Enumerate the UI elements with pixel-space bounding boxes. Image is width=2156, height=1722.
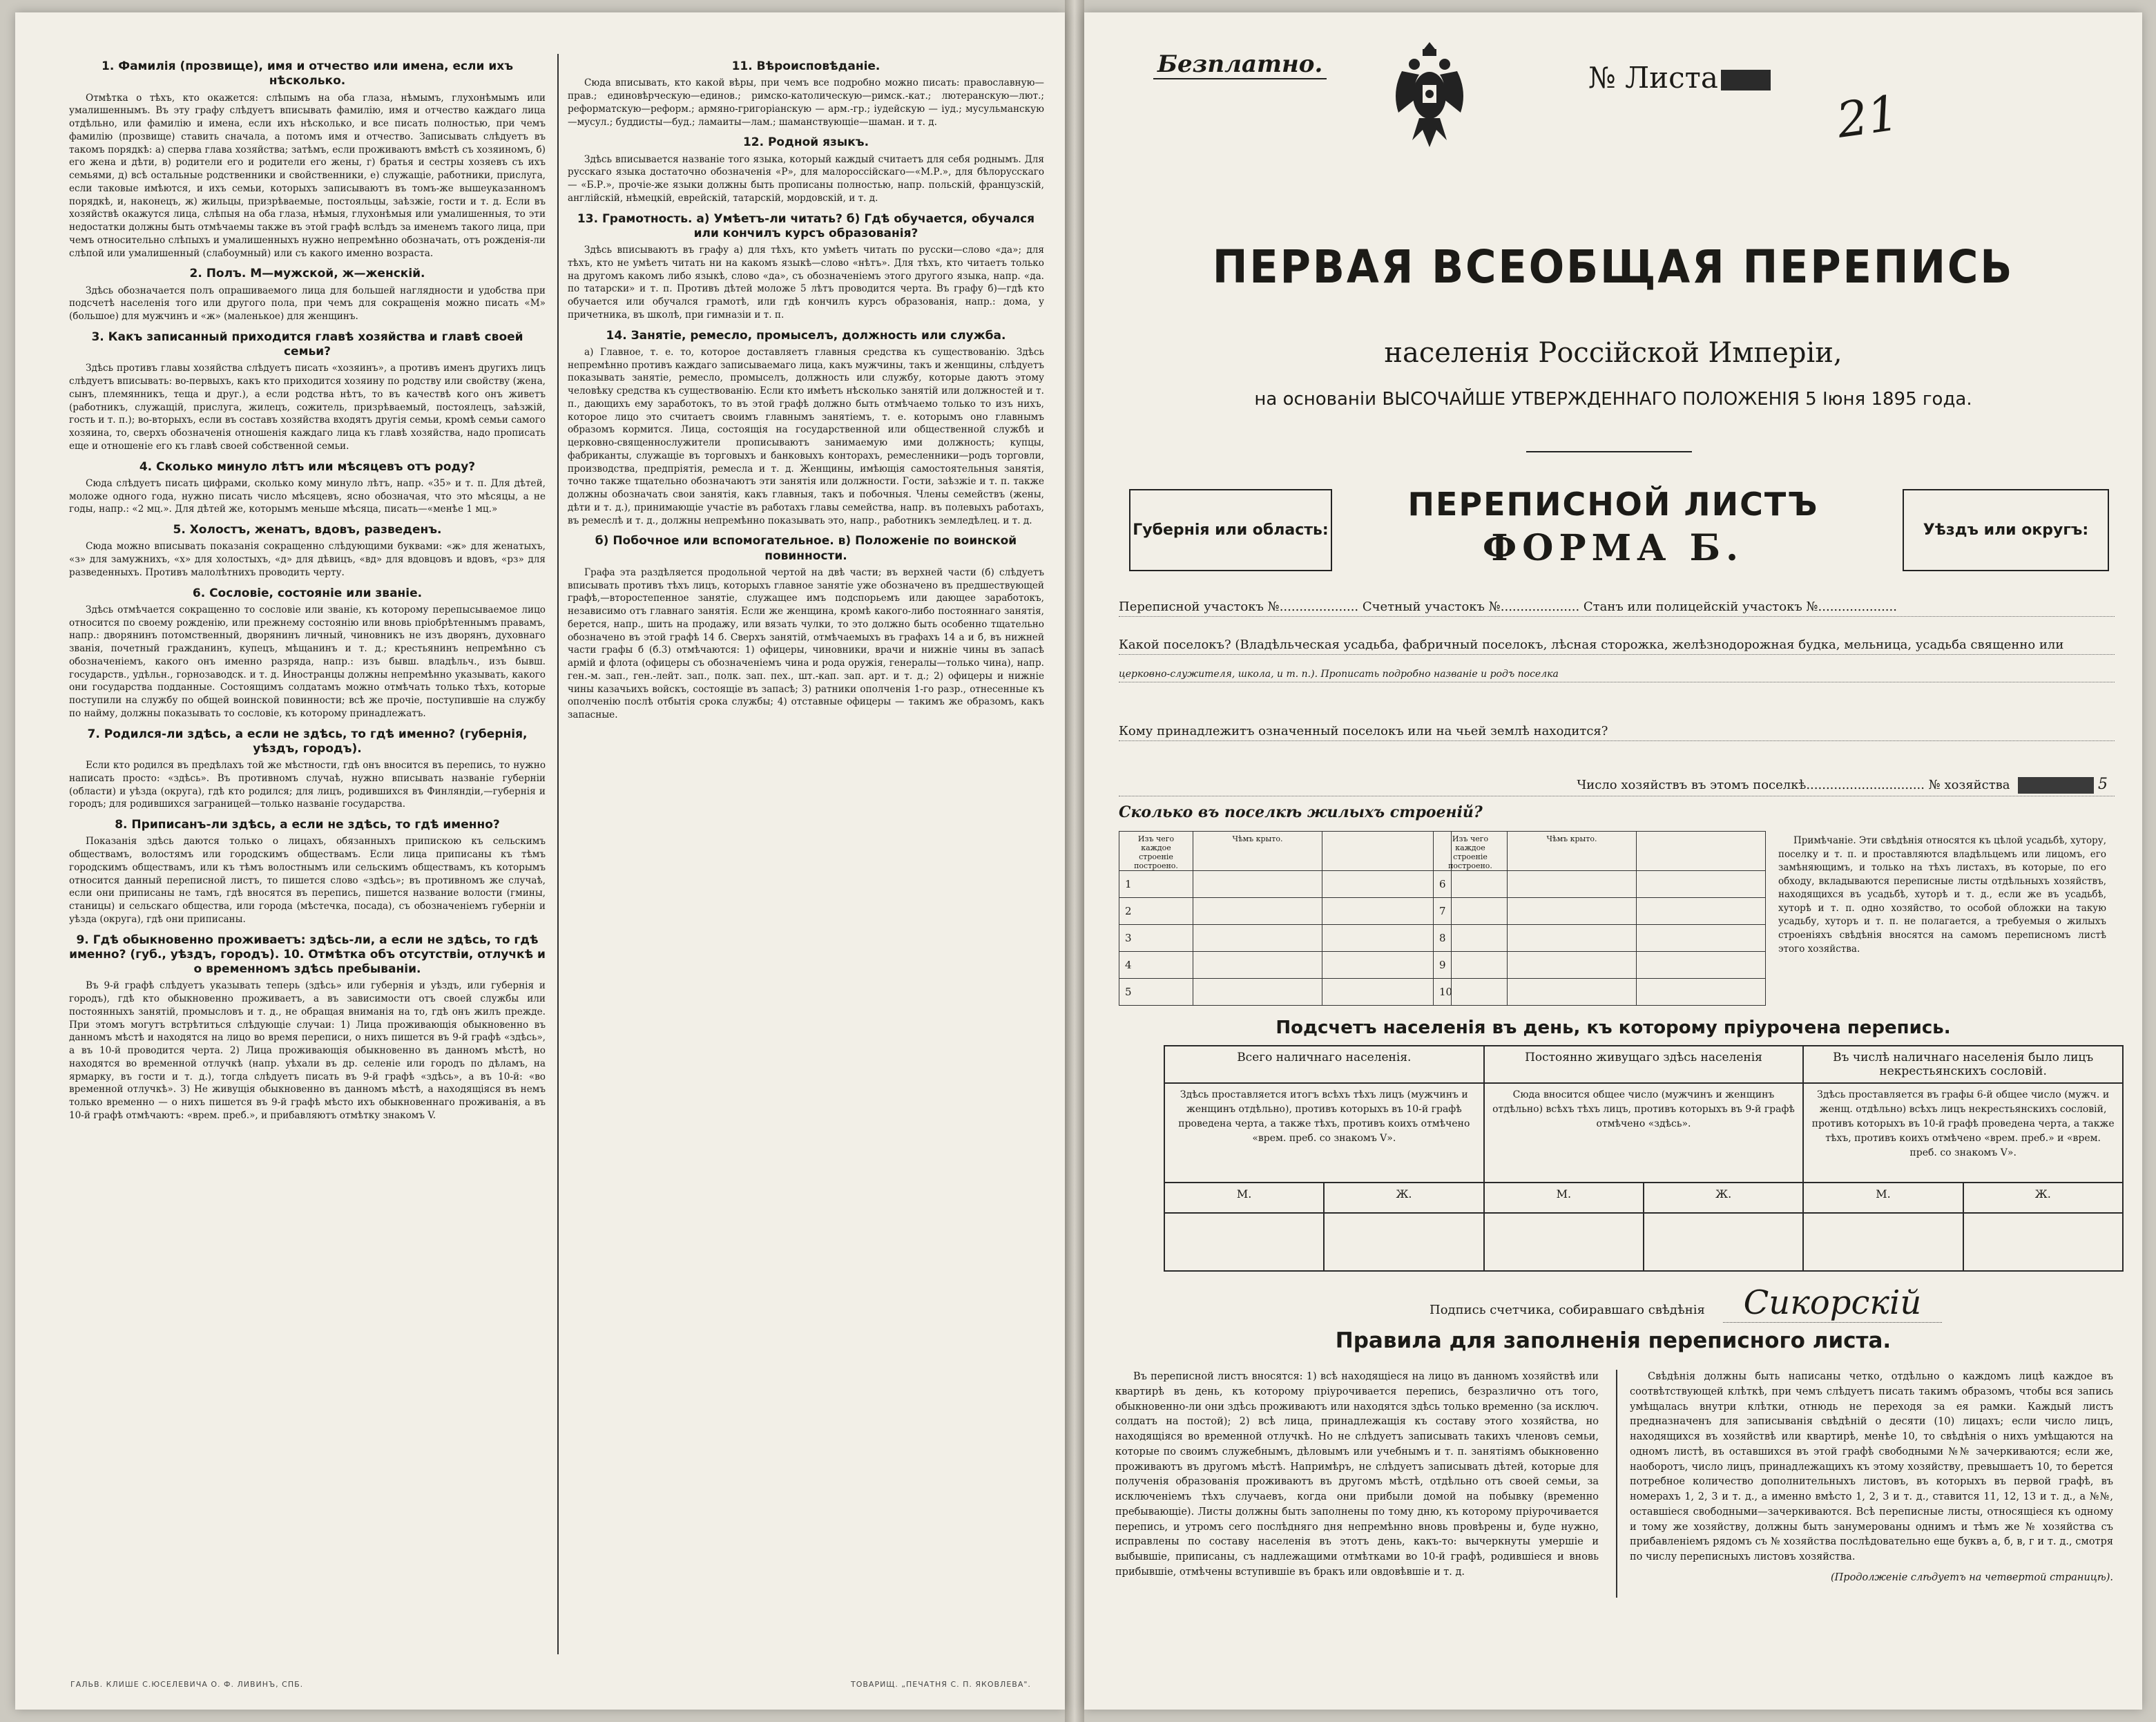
instruction-body: Здѣсь противъ главы хозяйства слѣдуетъ писать «хозяинъ», а противъ именъ другихъ лицъ слѣдуетъ вписывать: во-первыхъ, какъ кто приходится хозяину по родству или свойству (жена, сынъ, племянникъ, теща и друг.), а если родства нѣтъ, то въ качествѣ кого онъ живетъ (работникъ, служащій, прислуга, жилецъ, сожитель, призрѣваемый, постоялецъ, заѣзжій, гость и т. п.); во-вторыхъ, если въ составъ хозяйства входятъ другія семьи, кромѣ семьи самого хозяина, то, сверхъ обозначенія отношенія каждаго лица къ главѣ хозяйства, надо прописать еще и отношеніе его къ главѣ своей собственной семьи.	[69, 363, 546, 452]
form-name: ФОРМА Б.	[1482, 527, 1744, 569]
dwellings-table-1-5	[1119, 831, 1452, 1006]
instruction-body: а) Главное, т. е. то, которое доставляетъ главныя средства къ существованію. Здѣсь непремѣнно противъ каждаго записываемаго лица, какъ мужчины, такъ и женщины, слѣдуетъ показывать занятіе, ремесло, промыселъ, должность или службу, которые даютъ этому человѣку средства къ существованію. Если кто имѣетъ нѣсколько занятій или должностей и т. п., дающихъ ему заработокъ, то въ этой графѣ должно быть отмѣчаемо только то изъ нихъ, которое лицо это считаетъ своимъ главнымъ занятіемъ, т. е. которымъ оно главнымъ образомъ кормится. Лица, состоящія на государственной или общественной службѣ и церковно-священнослужители прописываютъ занимаемую ими должность; купцы, фабриканты, служащіе въ торговыхъ и банковыхъ конторахъ, ремесленники—родъ торговли, производства, предпріятія, ремесла и т. д. Женщины, имѣющія самостоятельныя занятія, точно также тщательно обозначаютъ эти занятія или должности. Гости, заѣзжіе и т. п. также должны обозначать свои занятія, какъ главныя, такъ и побочныя. Члены семействъ (жены, дѣти и т. д.), принимающіе участіе въ работахъ главы семейства, напр. въ полевыхъ работахъ, въ ремеслѣ и т. д., должны непремѣнно показывать это, напр., работникъ земледѣлец. и т. д.	[568, 346, 1044, 526]
district-label: Уѣздъ или округъ:	[1923, 522, 2089, 539]
handwritten-sheet-number: 21	[1833, 84, 1903, 149]
dwellings-count-line[interactable]: Сколько въ поселкѣ жилыхъ строеній?	[1119, 803, 1483, 821]
count-male-label: М.	[1164, 1183, 1324, 1213]
free-stamp: Безплатно.	[1153, 50, 1327, 79]
instruction-heading: 2. Полъ. М—мужской, ж—женскій.	[189, 267, 425, 281]
dwell-cell[interactable]	[1637, 871, 1766, 898]
instruction-heading: 9. Гдѣ обыкновенно проживаетъ: здѣсь-ли, а если не здѣсь, то гдѣ именно? (губ., уѣздъ, городъ). 10. Отмѣтка объ отсутствіи, отлучкѣ и о временномъ здѣсь пребываніи.	[69, 932, 546, 976]
dwell-row-number: 9	[1434, 952, 1508, 979]
instruction-heading: 7. Родился-ли здѣсь, а если не здѣсь, то гдѣ именно? (губернія, уѣздъ, городъ).	[87, 727, 528, 756]
dwell-row-number: 4	[1119, 952, 1193, 979]
instruction-heading: 3. Какъ записанный приходится главѣ хозяйства и главѣ своей семьи?	[91, 329, 523, 358]
instruction-heading: 13. Грамотность. а) Умѣетъ-ли читать? б) Гдѣ обучается, обучался или кончилъ курсъ образованія?	[577, 211, 1035, 240]
count-header-non-peasant: Въ числѣ наличнаго населенія было лицъ некрестьянскихъ сословій.	[1803, 1046, 2123, 1083]
count-desc-permanent: Сюда вносится общее число (мужчинъ и женщинъ отдѣльно) всѣхъ тѣхъ лицъ, противъ которыхъ въ 9-й графѣ отмѣчено «здѣсь».	[1484, 1083, 1804, 1183]
instruction-heading: 6. Сословіе, состояніе или званіе.	[192, 586, 423, 600]
instruction-heading: 12. Родной языкъ.	[742, 135, 869, 150]
count-cell[interactable]	[1164, 1213, 1324, 1271]
table-row	[1119, 871, 1452, 898]
table-row	[1119, 898, 1452, 925]
dwell-cell[interactable]	[1637, 979, 1766, 1006]
table-row	[1119, 979, 1452, 1006]
dwell-header-roof: Чѣмъ крыто.	[1193, 832, 1322, 871]
households-count-label: Число хозяйствъ въ этомъ поселкѣ.............................. № хозяйства	[1577, 778, 2010, 792]
enumerator-signature-line[interactable]	[1430, 1283, 1942, 1322]
dwell-cell[interactable]	[1508, 898, 1637, 925]
instruction-item	[69, 523, 546, 580]
dwell-row-number: 10	[1434, 979, 1508, 1006]
instruction-item	[69, 818, 546, 926]
count-cell[interactable]	[1803, 1213, 1963, 1271]
double-headed-eagle-emblem-icon	[1388, 37, 1471, 151]
table-row	[1119, 952, 1452, 979]
instructions-column-1	[69, 54, 546, 1661]
dwell-cell[interactable]	[1637, 898, 1766, 925]
dwell-cell[interactable]	[1322, 871, 1452, 898]
population-count-title: Подсчетъ населенія въ день, къ которому пріурочена перепись.	[1276, 1017, 1951, 1038]
instruction-body: Здѣсь вписываютъ въ графу а) для тѣхъ, кто умѣетъ читать по русски—слово «да»; для тѣхъ, кто не умѣетъ читать ни на какомъ языкѣ—слово «нѣтъ». Для тѣхъ, кто читаетъ только на другомъ какомъ либо языкѣ, слово «да», съ обозначеніемъ этого другого языка, напр. «да. по татарски» и т. п. Противъ дѣтей моложе 5 лѣтъ проводится черта. Въ графу б)—гдѣ кто обучается или обучался грамотѣ, или гдѣ кончилъ курсъ образованія, напр.: дома, у причетника, въ школѣ, при гимназіи и т. п.	[568, 245, 1044, 321]
dwellings-note: Примѣчаніе. Эти свѣдѣнія относятся къ цѣлой усадьбѣ, хутору, поселку и т. п. и проставляются владѣльцемъ или лицомъ, его замѣняющимъ, и только на тѣхъ листахъ, въ которые, по его обходу, вкладываются переписные листы отдѣльныхъ хозяйствъ, находящихся въ усадьбѣ, хуторѣ и т. д., если же въ усадьбѣ, хуторѣ и т. п. одно хозяйство, то особой обложки на такую усадьбу, хуторъ и т. п. не полагается, а требуемыя о жилыхъ строеніяхъ свѣдѣнія вносятся на самомъ переписномъ листѣ этого хозяйства.	[1778, 835, 2106, 955]
dwell-row-number: 8	[1434, 925, 1508, 952]
dwell-row-number: 2	[1119, 898, 1193, 925]
count-male-label: М.	[1484, 1183, 1644, 1213]
book-gutter	[1065, 0, 1084, 1722]
rules-column-left	[1115, 1370, 1599, 1583]
dwell-row-number: 5	[1119, 979, 1193, 1006]
dwell-cell[interactable]	[1193, 871, 1322, 898]
rules-column-right	[1630, 1370, 2113, 1586]
dwell-cell[interactable]	[1637, 925, 1766, 952]
enumerator-signature: Сикорскій	[1723, 1283, 1943, 1323]
count-male-label: М.	[1803, 1183, 1963, 1213]
dwell-header-blank	[1322, 832, 1452, 871]
table-row	[1434, 979, 1766, 1006]
dwell-cell[interactable]	[1508, 871, 1637, 898]
right-page-census-form	[1084, 12, 2142, 1710]
instruction-body: Здѣсь обозначается полъ опрашиваемого лица для большей наглядности и удобства при подсчетѣ населенія того или другого пола, при чемъ для сокращенія можно писать «М» (большое) для мужчинъ и «ж» (маленькое) для женщинъ.	[69, 285, 546, 322]
province-label: Губернія или область:	[1133, 522, 1329, 539]
instruction-body: Здѣсь вписывается названіе того языка, который каждый считаетъ для себя роднымъ. Для русскаго языка достаточно обозначенія «Р», для малороссійскаго—«М.Р.», для бѣлорусскаго — «Б.Р.», прочіе-же языки должны быть прописаны полностью, напр. польскій, французскій, англійскій, нѣмецкій, еврейскій, татарскій, мордовскій, и т. д.	[568, 153, 1044, 204]
instruction-item	[69, 267, 546, 323]
instruction-heading: 4. Сколько минуло лѣтъ или мѣсяцевъ отъ роду?	[139, 459, 476, 474]
census-district-line[interactable]: Переписной участокъ №.................... Счетный участокъ №.................... Станъ или полицейскій участокъ №....................	[1119, 600, 2115, 617]
count-cell[interactable]	[1324, 1213, 1483, 1271]
instruction-heading: 14. Занятіе, ремесло, промыселъ, должность или служба.	[606, 328, 1006, 343]
count-female-label: Ж.	[1324, 1183, 1483, 1213]
population-count-table	[1164, 1045, 2124, 1272]
dwellings-table-6-10	[1433, 831, 1766, 1006]
instruction-heading: 11. Вѣроисповѣданіе.	[731, 59, 880, 73]
instruction-item	[568, 534, 1044, 722]
dwell-row-number: 1	[1119, 871, 1193, 898]
dwell-header-roof: Чѣмъ крыто.	[1508, 832, 1637, 871]
dwell-row-number: 7	[1434, 898, 1508, 925]
dwell-cell[interactable]	[1193, 898, 1322, 925]
instruction-item	[69, 933, 546, 1122]
district-field-box[interactable]	[1903, 489, 2109, 571]
household-number-redaction	[2018, 777, 2094, 794]
column-divider	[557, 54, 559, 1654]
instruction-item	[69, 59, 546, 260]
count-header-total: Всего наличнаго населенія.	[1164, 1046, 1484, 1083]
dwell-cell[interactable]	[1637, 952, 1766, 979]
count-desc-non-peasant: Здѣсь проставляется въ графы 6-й общее число (мужч. и женщ. отдѣльно) всѣхъ лицъ некрестьянскихъ сословій, противъ которыхъ въ 10-й графѣ проведена черта, а также тѣхъ, противъ коихъ отмѣчено «врем. преб.» и «врем. преб. со знакомъ V».	[1803, 1083, 2123, 1183]
instruction-body: Сюда вписывать, кто какой вѣры, при чемъ все подробно можно писать: православную—прав.; единовѣрческую—единов.; римско-католическую—римск.-кат.; лютеранскую—лют.; реформатскую—реформ.; армяно-григоріанскую — арм.-гр.; іудейскую — іуд.; мусульманскую—мусул.; буддисты—буд.; ламаиты—лам.; шаманствующіе—шаман. и т. д.	[568, 77, 1044, 128]
instruction-item	[568, 329, 1044, 528]
dwell-header-material: Изъ чего каждое строеніе построено.	[1119, 832, 1193, 871]
instruction-item	[69, 586, 546, 720]
dwell-header-material: Изъ чего каждое строеніе построено.	[1434, 832, 1508, 871]
instruction-body: Въ 9-й графѣ слѣдуетъ указывать теперь (здѣсь» или губернія и уѣздъ, или губернія и городъ), гдѣ кто обыкновенно проживаетъ, а въ зависимости отъ своей службы или постоянныхъ занятій, промысловъ и т. д., не обращая вниманія на то, гдѣ онъ жилъ прежде. При этомъ могутъ встрѣтиться слѣдующіе случаи: 1) Лица проживающія обыкновенно въ данномъ мѣстѣ и находятся на лицо во время переписи, о нихъ пишется въ 9-й графѣ «здѣсь», а въ 10-й проводится черта. 2) Лица проживающія обыкновенно въ данномъ мѣстѣ, но находятся во временной отлучкѣ (напр. уѣхали въ др. селеніе или городъ по дѣламъ, на ярмарку, въ гости и т. д.), тогда слѣдуетъ писать въ 9-й графѣ «здѣсь», а въ 10-й: «во временной отлучкѣ». 3) Не живущія обыкновенно въ данномъ мѣстѣ, а находящіяся въ немъ только временно — о нихъ пишется въ 9-й графѣ мѣсто ихъ обыкновеннаго проживанія, а въ 10-й графѣ отмѣчаютъ: «врем. преб.», и прибавляютъ отмѣтку знакомъ V.	[69, 980, 546, 1121]
dwell-cell[interactable]	[1322, 952, 1452, 979]
table-row	[1119, 925, 1452, 952]
instruction-item	[568, 212, 1044, 322]
instruction-item	[568, 59, 1044, 128]
dwell-header-blank	[1637, 832, 1766, 871]
count-female-label: Ж.	[1644, 1183, 1803, 1213]
count-header-permanent: Постоянно живущаго здѣсь населенія	[1484, 1046, 1804, 1083]
instruction-body: Если кто родился въ предѣлахъ той же мѣстности, гдѣ онъ вносится въ перепись, то нужно написать просто: «здѣсь». Въ противномъ случаѣ, нужно вписывать названіе губерніи (области) и уѣзда (округа), гдѣ кто родился; для лицъ, родившихся въ Финляндіи,—губернія и городъ; для родившихся заграницей—только названіе государства.	[69, 760, 546, 810]
households-count-line[interactable]	[1119, 776, 2115, 796]
dwell-cell[interactable]	[1322, 898, 1452, 925]
count-desc-total: Здѣсь проставляется итогъ всѣхъ тѣхъ лицъ (мужчинъ и женщинъ отдѣльно), противъ которыхъ въ 10-й графѣ проведена черта, а также тѣхъ, противъ коихъ отмѣчено «врем. преб. со знакомъ V».	[1164, 1083, 1484, 1183]
dwell-cell[interactable]	[1508, 925, 1637, 952]
dwell-cell[interactable]	[1322, 979, 1452, 1006]
rules-divider	[1616, 1370, 1617, 1598]
signature-label: Подпись счетчика, собиравшаго свѣдѣнія	[1430, 1303, 1705, 1317]
instruction-item	[69, 727, 546, 812]
settlement-owner-line[interactable]: Кому принадлежитъ означенный поселокъ или на чьей землѣ находится?	[1119, 724, 2115, 741]
dwell-cell[interactable]	[1193, 952, 1322, 979]
printer-credit-left: ГАЛЬВ. КЛИШЕ С.ЮСЕЛЕВИЧА О. Ф. ЛИВИНЪ, СПБ.	[70, 1680, 304, 1689]
instruction-heading: 1. Фамилія (прозвище), имя и отчество или имена, если ихъ нѣсколько.	[102, 59, 513, 88]
rules-text: Въ переписной листъ вносятся: 1) всѣ находящіеся на лицо въ данномъ хозяйствѣ или квартирѣ въ день, къ которому пріурочивается перепись, безразлично отъ того, обыкновенно-ли они здѣсь проживаютъ или находятся здѣсь только временно (за исключ. солдатъ на постой); 2) всѣ лица, принадлежащія къ составу этого хозяйства, но находящіяся во временной отлучкѣ. Но не слѣдуетъ записывать такихъ членовъ семьи, которые по своимъ служебнымъ, дѣловымъ или учебнымъ и т. п. занятіямъ обыкновенно проживаютъ въ другомъ мѣстѣ. Напримѣръ, не слѣдуетъ записывать дѣтей, которые для полученія образованія проживаютъ въ другомъ мѣстѣ, отдѣльно отъ своей семьи, за исключеніемъ тѣхъ случаевъ, когда они прибыли домой на побывку (временно пребывающіе). Листы должны быть заполнены по тому дню, къ которому пріурочивается перепись, и утромъ сего послѣдняго дня непремѣнно вновь провѣрены и, буде нужно, исправлены по составу населенія въ этотъ день, какъ-то: вычеркнуты умершіе и выбывшіе, приписаны, съ надлежащими отмѣтками во 10-й графѣ, родившіеся и вновь прибывшіе, отмѣчены вступившіе въ бракъ или овдовѣвшіе и т. д.	[1115, 1371, 1599, 1578]
printer-credit-right: ТОВАРИЩ. „ПЕЧАТНЯ С. П. ЯКОВЛЕВА".	[851, 1680, 1031, 1689]
settlement-hint-line[interactable]: церковно-служителя, школа, и т. п.). Прописать подробно названіе и родъ поселка	[1119, 669, 2115, 682]
instruction-item	[69, 330, 546, 453]
title-divider	[1526, 451, 1692, 452]
instruction-body: Графа эта раздѣляется продольной чертой на двѣ части; въ верхней части (б) слѣдуетъ вписывать противъ тѣхъ лицъ, которыхъ главное занятіе уже обозначено въ предшествующей графѣ,—второстепенное занятіе, служащее имъ подспорьемъ или дающее заработокъ, независимо отъ главнаго занятія. Если же женщина, кромѣ какого-либо постояннаго занятія, берется, напр., шить на продажу, или вязать чулки, то это должно быть особенно тщательно обозначено въ этой графѣ 14 б. Сверхъ занятій, отмѣчаемыхъ въ графахъ 14 а и б, въ нижней части графы б (б.3) отмѣчаются: 1) офицеры, чиновники, врачи и нижніе чины въ запасѣ армій и флота (офицеры съ обозначеніемъ чина и рода оружія, генералы—только чина), напр. ген.-м. зап., ген.-лейт. зап., полк. зап. пех., шт.-кап. зап. арт. и т. д.; 2) офицеры и нижніе чины казачьихъ войскъ, состоящіе въ запасѣ; 3) ратники ополченія 1-го разр., отнесенные къ ополченію послѣ отбытія срока службы; 4) отставные офицеры — такимъ же образомъ, какъ запасные.	[568, 566, 1044, 720]
settlement-type-line[interactable]: Какой поселокъ? (Владѣльческая усадьба, фабричный поселокъ, лѣсная сторожка, желѣзнодорожная будка, мельница, усадьба священно или	[1119, 638, 2115, 655]
count-female-label: Ж.	[1963, 1183, 2123, 1213]
dwell-cell[interactable]	[1508, 979, 1637, 1006]
count-cell[interactable]	[1484, 1213, 1644, 1271]
instruction-heading: б) Побочное или вспомогательное. в) Положеніе по воинской повинности.	[595, 534, 1017, 563]
dwell-cell[interactable]	[1193, 979, 1322, 1006]
instruction-body: Сюда слѣдуетъ писать цифрами, сколько кому минуло лѣтъ, напр. «35» и т. п. Для дѣтей, моложе одного года, нужно писать число мѣсяцевъ, ясно обозначая, что это мѣсяцы, а не годы, напр.: «2 мц.». Для дѣтей же, которымъ меньше мѣсяца, писать—«менѣе 1 мц.»	[69, 477, 546, 515]
legal-basis: на основаніи ВЫСОЧАЙШЕ УТВЕРЖДЕННАГО ПОЛОЖЕНІЯ 5 Іюня 1895 года.	[1254, 389, 1972, 410]
instruction-body: Сюда можно вписывать показанія сокращенно слѣдующими буквами: «ж» для женатыхъ, «з» для замужнихъ, «х» для холостыхъ, «д» для дѣвицъ, «вд» для вдовцовъ и вдовъ, «рз» для разведенныхъ. Противъ малолѣтнихъ проводить черту.	[69, 541, 546, 578]
dwell-cell[interactable]	[1322, 925, 1452, 952]
dwell-cell[interactable]	[1193, 925, 1322, 952]
table-row	[1434, 925, 1766, 952]
census-subtitle: населенія Россійской Имперіи,	[1384, 337, 1842, 369]
instruction-heading: 8. Приписанъ-ли здѣсь, а если не здѣсь, то гдѣ именно?	[115, 818, 500, 832]
left-page-instructions	[15, 12, 1065, 1710]
instruction-body: Отмѣтка о тѣхъ, кто окажется: слѣпымъ на оба глаза, нѣмымъ, глухонѣмымъ или умалишеннымъ. Въ эту графу слѣдуетъ вписывать фамилію, имя и отчество каждаго лица отдѣльно, или фамилію и имена, если ихъ нѣсколько, и все писать полностью, при чемъ фамилію (прозвище) ставить сначала, а потомъ имя и отчество. Записывать слѣдуетъ въ такомъ порядкѣ: а) сперва глава хозяйства; затѣмъ, если проживаютъ вмѣстѣ съ хозяиномъ, б) его жена и дѣти, в) родители его и родители его жены, г) братья и сестры хозяевъ съ ихъ семьями, д) всѣ остальные родственники и свойственники, е) служащіе, работники, прислуга, если таковые имѣются, и ихъ семьи, которыхъ записываютъ въ томъ-же вышеуказанномъ порядкѣ, и, наконецъ, ж) жильцы, призрѣваемые, постояльцы, заѣзжіе, гости и т. д. Если въ хозяйствѣ окажутся лица, слѣпыя на оба глаза, нѣмыя, глухонѣмыя или умалишенныя, то эти недостатки должны быть отмѣчаемы также въ этой графѣ вслѣдъ за именемъ такого лица, при чемъ относительно слѣпыхъ и умалишенныхъ нужно непремѣнно обозначать, отъ рожденія-ли слѣпой или умалишенный (слабоумный) или съ какого именно возраста.	[69, 92, 546, 259]
table-row	[1434, 871, 1766, 898]
dwell-cell[interactable]	[1508, 952, 1637, 979]
rules-title: Правила для заполненія переписного листа.	[1335, 1328, 1892, 1353]
dwell-row-number: 6	[1434, 871, 1508, 898]
continued-note: (Продолженіе слѣдуетъ на четвертой страницѣ).	[1830, 1571, 2113, 1583]
instruction-item	[69, 460, 546, 517]
instructions-column-2	[568, 54, 1044, 1661]
instruction-body: Показанія здѣсь даются только о лицахъ, обязанныхъ припискою къ сельскимъ обществамъ, волостямъ или городскимъ обществамъ. Если лица приписаны къ тѣмъ городскимъ обществамъ, или къ тѣмъ волостнымъ или сельскимъ обществамъ, къ которымъ относится данный переписной листъ, то пишется слово «здѣсь»; въ противномъ же случаѣ, если они приписаны не тамъ, гдѣ вносятся въ перепись, пишется название волости (гмины, станицы) и сельскаго общества, или города (мѣстечка, посада), съ обозначеніемъ губерніи и уѣзда (округа), гдѣ они приписаны.	[69, 836, 546, 925]
instruction-heading: 5. Холостъ, женатъ, вдовъ, разведенъ.	[173, 523, 442, 537]
dwell-row-number: 3	[1119, 925, 1193, 952]
sheet-number-label: № Листа	[1588, 61, 1718, 95]
count-cell[interactable]	[1963, 1213, 2123, 1271]
census-title: ПЕРВАЯ ВСЕОБЩАЯ ПЕРЕПИСЬ	[1212, 240, 2014, 294]
form-title: ПЕРЕПИСНОЙ ЛИСТЪ	[1407, 486, 1819, 523]
table-row	[1434, 898, 1766, 925]
sheet-number	[1588, 61, 1771, 95]
rules-text: Свѣдѣнія должны быть написаны четко, отдѣльно о каждомъ лицѣ каждое въ соотвѣтствующей клѣткѣ, при чемъ слѣдуетъ писать такимъ образомъ, чтобы вся запись умѣщалась внутри клѣтки, отнюдь не переходя за ея рамки. Каждый листъ предназначенъ для записыванія свѣдѣній о десяти (10) лицахъ; если число лицъ, находящихся въ хозяйствѣ или квартирѣ, менѣе 10, то свѣдѣнія о нихъ умѣщаются на одномъ листѣ, въ оставшихся въ этой графѣ свободными №№ зачеркиваются; если же, наоборотъ, число лицъ, принадлежащихъ къ этому хозяйству, превышаетъ 10, то берется потребное количество дополнительныхъ листовъ, въ которыхъ въ первой графѣ, въ номерахъ 1, 2, 3 и т. д., а именно вмѣсто 1, 2, 3 и т. д., ставится 11, 12, 13 и т. д., а №№, оставшіеся свободными—зачеркиваются. Всѣ переписные листы, относящіеся къ одному и тому же хозяйству, должны быть занумерованы однимъ и тѣмъ же № хозяйства съ прибавленіемъ рядомъ съ № хозяйства послѣдовательно еще буквъ а, б, в, г и т. д., смотря по числу переписныхъ листовъ хозяйства.	[1630, 1371, 2113, 1562]
household-number-handwritten: 5	[2098, 776, 2108, 793]
table-row	[1434, 952, 1766, 979]
sheet-number-redaction	[1721, 70, 1771, 90]
count-cell[interactable]	[1644, 1213, 1803, 1271]
instruction-item	[568, 135, 1044, 204]
instruction-body: Здѣсь отмѣчается сокращенно то сословіе или званіе, къ которому перепысываемое лицо относится по своему рожденію, или прежнему состоянію или вновь пріобрѣтеннымъ правамъ, напр.: дворянинъ потомственный, дворянинъ личный, чиновникъ не изъ дворянъ, духовнаго званія, почетный гражданинъ, купецъ, мѣщанинъ и т. д.; крестьянинъ непремѣнно съ обозначеніемъ, какого онъ именно разряда, напр.: изъ бывш. владѣльч., изъ бывш. государств., удѣльн., горнозаводск. и т. д. Иностранцы должны непремѣнно указывать, какого они государства подданные. Состоящимъ солдатамъ можно отмѣчать только тѣхъ, которые поступили на службу по общей воинской повинности; всѣ же прочіе, поступившіе на службу по найму, должны показывать то сословіе, къ которому принадлежатъ.	[69, 604, 546, 719]
